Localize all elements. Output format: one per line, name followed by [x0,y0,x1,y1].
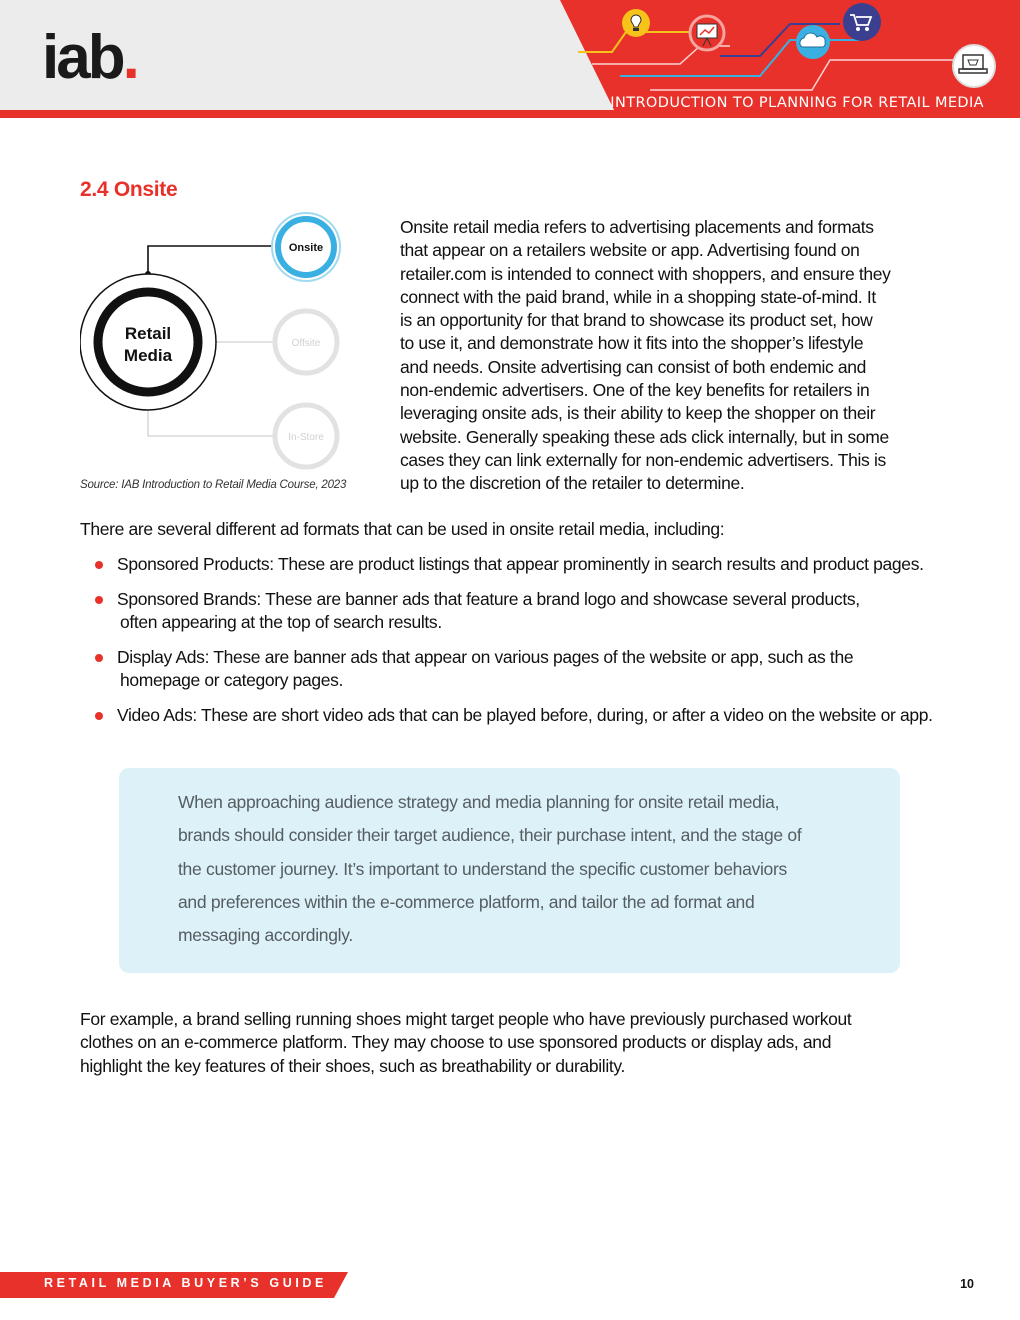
callout-box [119,768,900,973]
bullet-icon [95,561,103,569]
logo-letters: iab [42,23,123,92]
callout-line: the customer journey. It’s important to understand the specific customer behaviors [178,858,787,879]
intro-line: that appear on a retailers website or app. Advertising found on [400,240,860,261]
formats-intro: There are several different ad formats that can be used in onsite retail media, including: [80,519,725,539]
logo-dot: . [122,23,137,92]
header-title: INTRODUCTION TO PLANNING FOR RETAIL MEDIA [610,95,984,111]
iab-logo [42,18,137,98]
intro-line: non-endemic advertisers. One of the key benefits for retailers in [400,380,870,401]
list-item [95,704,955,727]
callout-line: messaging accordingly. [178,925,353,946]
page-number: 10 [960,1277,974,1291]
intro-line: leveraging onsite ads, is their ability to keep the shopper on their [400,403,876,424]
diagram-center-line1: Retail [124,324,172,343]
retail-media-diagram [80,208,350,478]
list-item-text-cont: homepage or category pages. [120,670,344,691]
list-item [95,646,955,693]
intro-line: Onsite retail media refers to advertising placements and formats [400,217,874,237]
list-item-text: Display Ads: These are banner ads that appear on various pages of the website or app, such as the [117,646,854,667]
intro-line: up to the discretion of the retailer to determine. [400,473,745,494]
list-item-text-cont: often appearing at the top of search results. [120,612,442,633]
bullet-icon [95,596,103,604]
bullet-icon [95,712,103,720]
list-item-text: Video Ads: These are short video ads that can be played before, during, or after a video on the website or app. [117,704,933,725]
diagram-node-instore: In-Store [288,432,324,443]
diagram-caption: Source: IAB Introduction to Retail Media Course, 2023 [80,479,347,491]
example-line: highlight the key features of their shoes, such as breathability or durability. [80,1055,625,1076]
callout-line: When approaching audience strategy and media planning for onsite retail media, [178,792,780,812]
diagram-node-onsite: Onsite [288,242,324,254]
intro-line: to use it, and demonstrate how it fits into the shopper’s lifestyle [400,333,864,354]
intro-line: connect with the paid brand, while in a shopping state-of-mind. It [400,286,876,307]
list-item-text: Sponsored Brands: These are banner ads that feature a brand logo and showcase several products, [117,588,860,609]
list-item-text: Sponsored Products: These are product listings that appear prominently in search results and product pages. [117,554,924,574]
example-line: For example, a brand selling running shoes might target people who have previously purchased workout [80,1009,852,1029]
intro-line: and needs. Onsite advertising can consist of both endemic and [400,356,867,377]
intro-paragraph [400,216,930,496]
shopping-cart-icon [843,3,881,41]
ad-format-list [95,553,955,739]
intro-line: cases they can link externally for non-endemic advertisers. This is [400,449,886,470]
example-paragraph [80,1008,950,1078]
presentation-board-icon [690,16,724,50]
list-item [95,553,955,576]
cloud-icon [796,25,830,59]
diagram-center-line2: Media [123,346,173,365]
list-item [95,588,955,635]
example-line: clothes on an e-commerce platform. They may choose to use sponsored products or display ads, and [80,1032,832,1053]
page-header [0,0,1020,120]
footer-label: RETAIL MEDIA BUYER’S GUIDE [44,1276,327,1290]
section-heading: 2.4 Onsite [80,178,178,201]
intro-line: is an opportunity for that brand to showcase its product set, how [400,310,873,331]
lightbulb-icon [622,9,650,37]
diagram-node-offsite: Offsite [291,338,321,349]
callout-text [178,786,858,952]
laptop-shopping-icon [953,45,995,87]
callout-line: and preferences within the e-commerce platform, and tailor the ad format and [178,891,755,912]
bullet-icon [95,654,103,662]
callout-line: brands should consider their target audience, their purchase intent, and the stage of [178,825,802,846]
intro-line: retailer.com is intended to connect with shoppers, and ensure they [400,263,891,284]
intro-line: website. Generally speaking these ads click internally, but in some [400,426,889,447]
